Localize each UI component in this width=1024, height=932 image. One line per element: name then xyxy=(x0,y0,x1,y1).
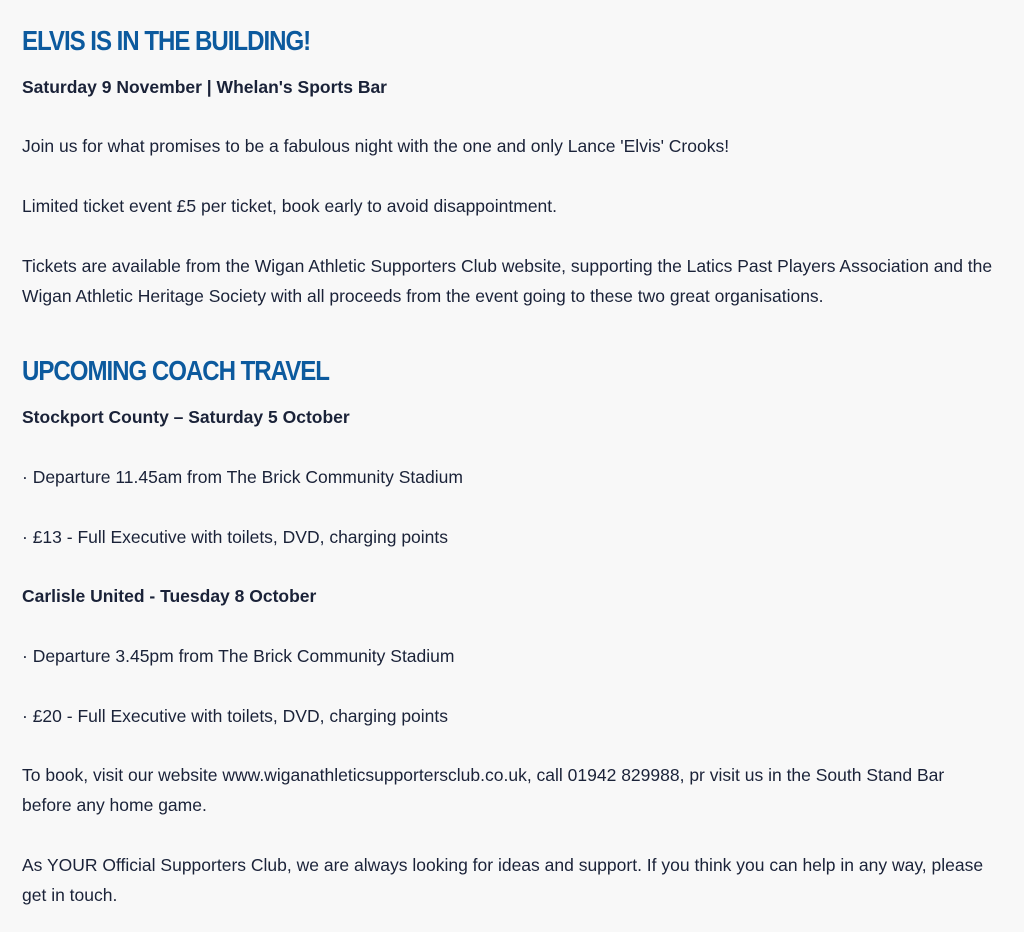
elvis-heading: ELVIS IS IN THE BUILDING! xyxy=(22,25,311,56)
trip-title-stockport: Stockport County – Saturday 5 October xyxy=(22,407,350,427)
trip-price-stockport: · £13 - Full Executive with toilets, DVD, charging points xyxy=(22,527,449,547)
trip-departure-stockport: · Departure 11.45am from The Brick Community Stadium xyxy=(22,467,463,487)
closing-paragraph: As YOUR Official Supporters Club, we are always looking for ideas and support. If you think you can help in any way, please get in touch. xyxy=(22,855,984,905)
coach-travel-heading: UPCOMING COACH TRAVEL xyxy=(22,355,329,386)
trip-departure-carlisle: · Departure 3.45pm from The Brick Community Stadium xyxy=(22,646,455,666)
trip-title-carlisle: Carlisle United - Tuesday 8 October xyxy=(22,586,317,606)
elvis-tickets-info-paragraph: Tickets are available from the Wigan Athletic Supporters Club website, supporting the Latics Past Players Association and the Wigan Athletic Heritage Society with all proceeds from the event going to these two great organisations. xyxy=(22,256,993,306)
booking-paragraph: To book, visit our website www.wiganathleticsupportersclub.co.uk, call 01942 829988, pr visit us in the South Stand Bar before any home game. xyxy=(22,765,945,815)
elvis-intro-paragraph: Join us for what promises to be a fabulous night with the one and only Lance 'Elvis' Crooks! xyxy=(22,136,730,156)
elvis-event-details: Saturday 9 November | Whelan's Sports Bar xyxy=(22,77,387,97)
trip-price-carlisle: · £20 - Full Executive with toilets, DVD, charging points xyxy=(22,706,449,726)
elvis-ticket-paragraph: Limited ticket event £5 per ticket, book early to avoid disappointment. xyxy=(22,196,558,216)
